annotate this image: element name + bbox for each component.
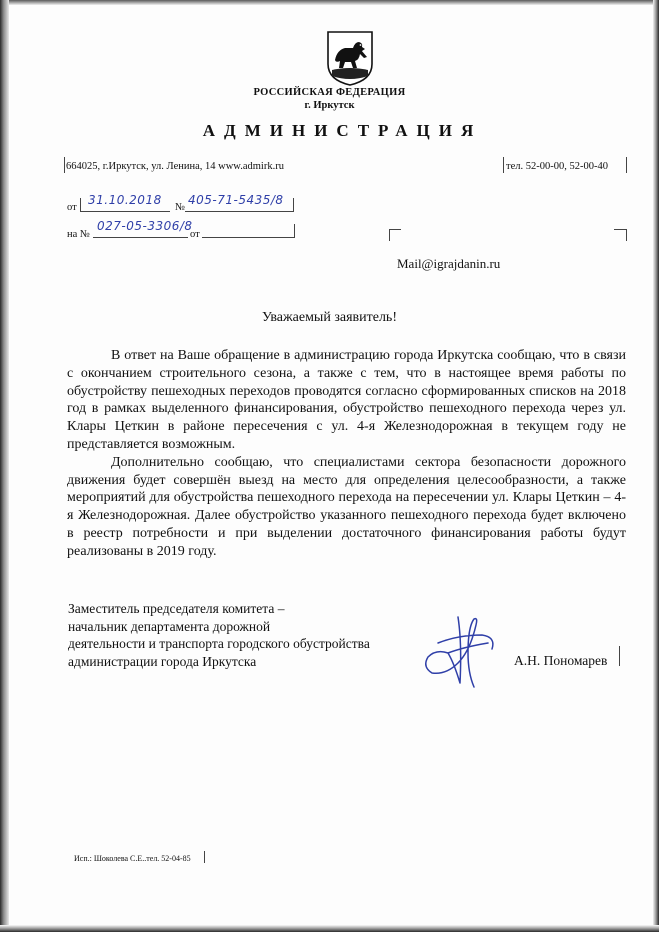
body-paragraph-1: В ответ на Ваше обращение в администрацию города Иркутска сообщаю, что в связи с окончанием строительного сезона, а также с тем, что в настоящее время работы по обустройству пешеходных переходов проводятся согласно сформированных списков на 2018 год в рамках выделенного финансирования, обустройство пешеходного перехода через ул. Клары Цеткин в районе пересечения с ул. 4-я Железнодорожная в текущем году не представляется возможным. <box>67 348 626 452</box>
handwritten-signature <box>418 613 508 695</box>
signer-position <box>68 600 370 670</box>
recipient-corner-right-v <box>626 229 627 241</box>
letter-body <box>67 347 626 561</box>
signer-position-line-4: администрации города Иркутска <box>68 653 257 669</box>
reference-field-underline <box>93 237 188 238</box>
recipient-corner-left-h <box>389 229 401 230</box>
number-field-right <box>293 198 294 212</box>
greeting: Уважаемый заявитель! <box>262 310 397 325</box>
phone-right-tick <box>626 157 627 173</box>
handwritten-date: 31.10.2018 <box>88 193 162 207</box>
executor-note: Исп.: Шоколева С.Е..тел. 52-04-85 <box>74 854 191 863</box>
scan-edge-bottom <box>0 925 659 932</box>
date-label: от <box>67 202 77 213</box>
reference-date-underline <box>202 237 294 238</box>
reference-label: на № <box>67 229 90 240</box>
body-paragraph-2: Дополнительно сообщаю, что специалистами сектора безопасности дорожного движения будет совершён выезд на место для определения целесообразности, а также мероприятий для обустройства пешеходного перехода на пересечении ул. Клары Цеткин – 4-я Железнодорожная. Далее обустройство указанного пешеходного перехода будет включено в реестр потребности и при выделении достаточного финансирования работы будут реализованы в 2019 году. <box>67 454 626 559</box>
irkutsk-coat-of-arms-icon <box>325 30 375 86</box>
scan-edge-top <box>0 0 659 5</box>
signer-name-tick <box>619 646 620 666</box>
organization-title: АДМИНИСТРАЦИЯ <box>202 121 483 140</box>
date-field-underline <box>80 211 170 212</box>
reference-field-right <box>294 224 295 238</box>
country-name: РОССИЙСКАЯ ФЕДЕРАЦИЯ <box>253 87 406 98</box>
handwritten-number: 405-71-5435/8 <box>188 193 284 207</box>
recipient-corner-right-h <box>614 229 626 230</box>
city-name: г. Иркутск <box>304 100 355 111</box>
executor-note-tick <box>204 851 205 863</box>
recipient-email: Mail@igrajdanin.ru <box>397 256 501 271</box>
date-field-left <box>80 198 81 212</box>
signer-position-line-2: начальник департамента дорожной <box>68 618 271 634</box>
address-line: 664025, г.Иркутск, ул. Ленина, 14 www.admirk.ru <box>66 161 284 172</box>
number-field-underline <box>185 211 293 212</box>
phone-line: тел. 52-00-00, 52-00-40 <box>506 161 608 172</box>
signer-position-line-1: Заместитель председателя комитета – <box>68 601 285 616</box>
address-left-tick <box>64 157 65 173</box>
reference-from-label: от <box>190 229 200 240</box>
handwritten-reference: 027-05-3306/8 <box>97 219 193 233</box>
recipient-corner-left-v <box>389 229 390 241</box>
number-label: № <box>175 202 186 213</box>
signer-name: А.Н. Пономарев <box>514 653 608 668</box>
signer-position-line-3: деятельности и транспорта городского обустройства <box>68 636 370 651</box>
phone-left-tick <box>503 157 504 173</box>
